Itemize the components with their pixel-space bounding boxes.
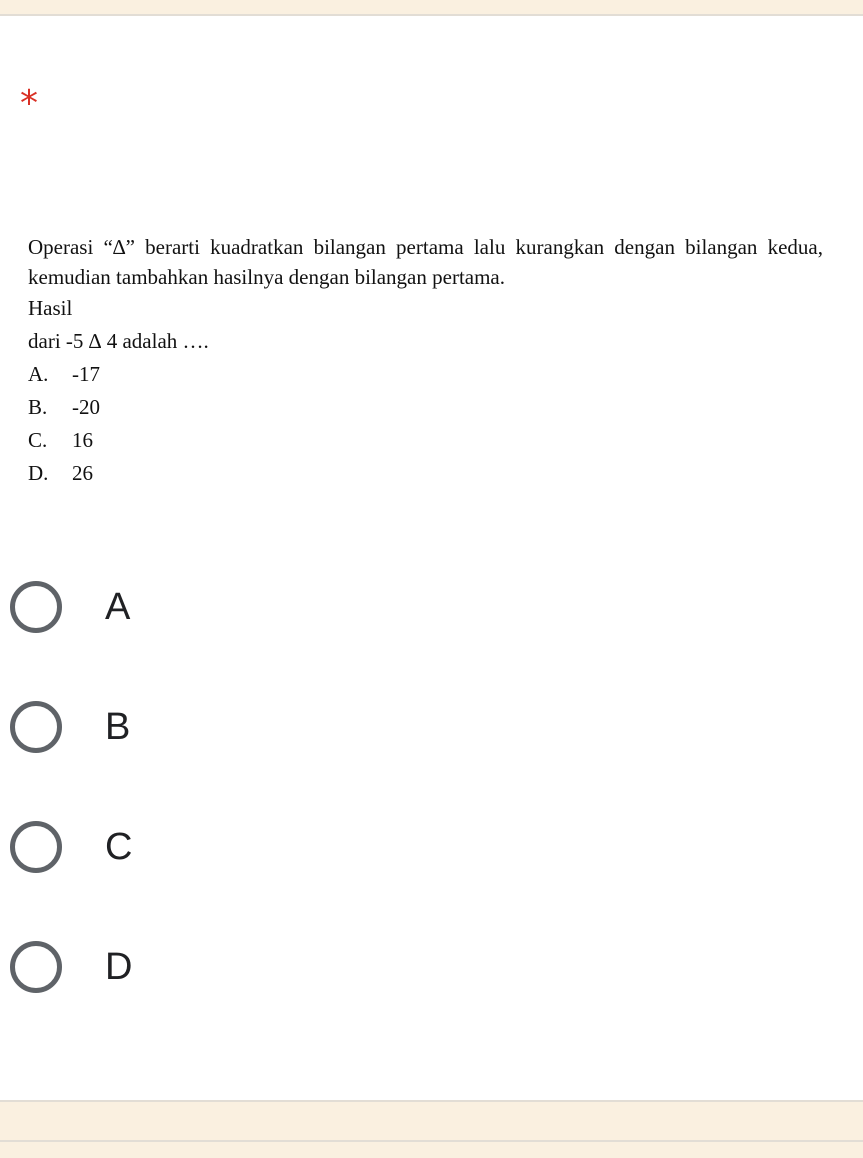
question-option-a [28, 358, 823, 391]
question-statement: Operasi “∆” berarti kuadratkan bilangan pertama lalu kurangkan dengan bilangan kedua, kemudian tambahkan hasilnya dengan bilangan pertama. [28, 235, 823, 289]
option-value: -20 [72, 395, 100, 419]
question-text [28, 232, 823, 490]
option-letter: A. [28, 362, 49, 386]
choice-label-a[interactable]: A [105, 586, 131, 628]
question-option-list [28, 358, 823, 490]
option-value: 26 [72, 461, 93, 485]
option-value: -17 [72, 362, 100, 386]
question-statement-line3: dari -5 ∆ 4 adalah …. [28, 329, 209, 353]
radio-button-a[interactable] [10, 581, 62, 633]
radio-button-c[interactable] [10, 821, 62, 873]
option-letter: D. [28, 461, 49, 485]
bottom-divider [0, 1100, 863, 1142]
option-letter: C. [28, 428, 48, 452]
question-option-d [28, 457, 823, 490]
choice-label-d[interactable]: D [105, 946, 133, 988]
choice-d[interactable] [0, 938, 863, 1058]
radio-button-d[interactable] [10, 941, 62, 993]
answer-choices [0, 578, 863, 1058]
question-statement-line2: Hasil [28, 296, 73, 320]
radio-button-b[interactable] [10, 701, 62, 753]
choice-a[interactable] [0, 578, 863, 698]
choice-label-b[interactable]: B [105, 706, 131, 748]
choice-b[interactable] [0, 698, 863, 818]
choice-c[interactable] [0, 818, 863, 938]
required-asterisk: * [20, 83, 38, 124]
option-value: 16 [72, 428, 93, 452]
question-option-c [28, 424, 823, 457]
top-divider [0, 0, 863, 16]
choice-label-c[interactable]: C [105, 826, 133, 868]
question-option-b [28, 391, 823, 424]
option-letter: B. [28, 395, 48, 419]
